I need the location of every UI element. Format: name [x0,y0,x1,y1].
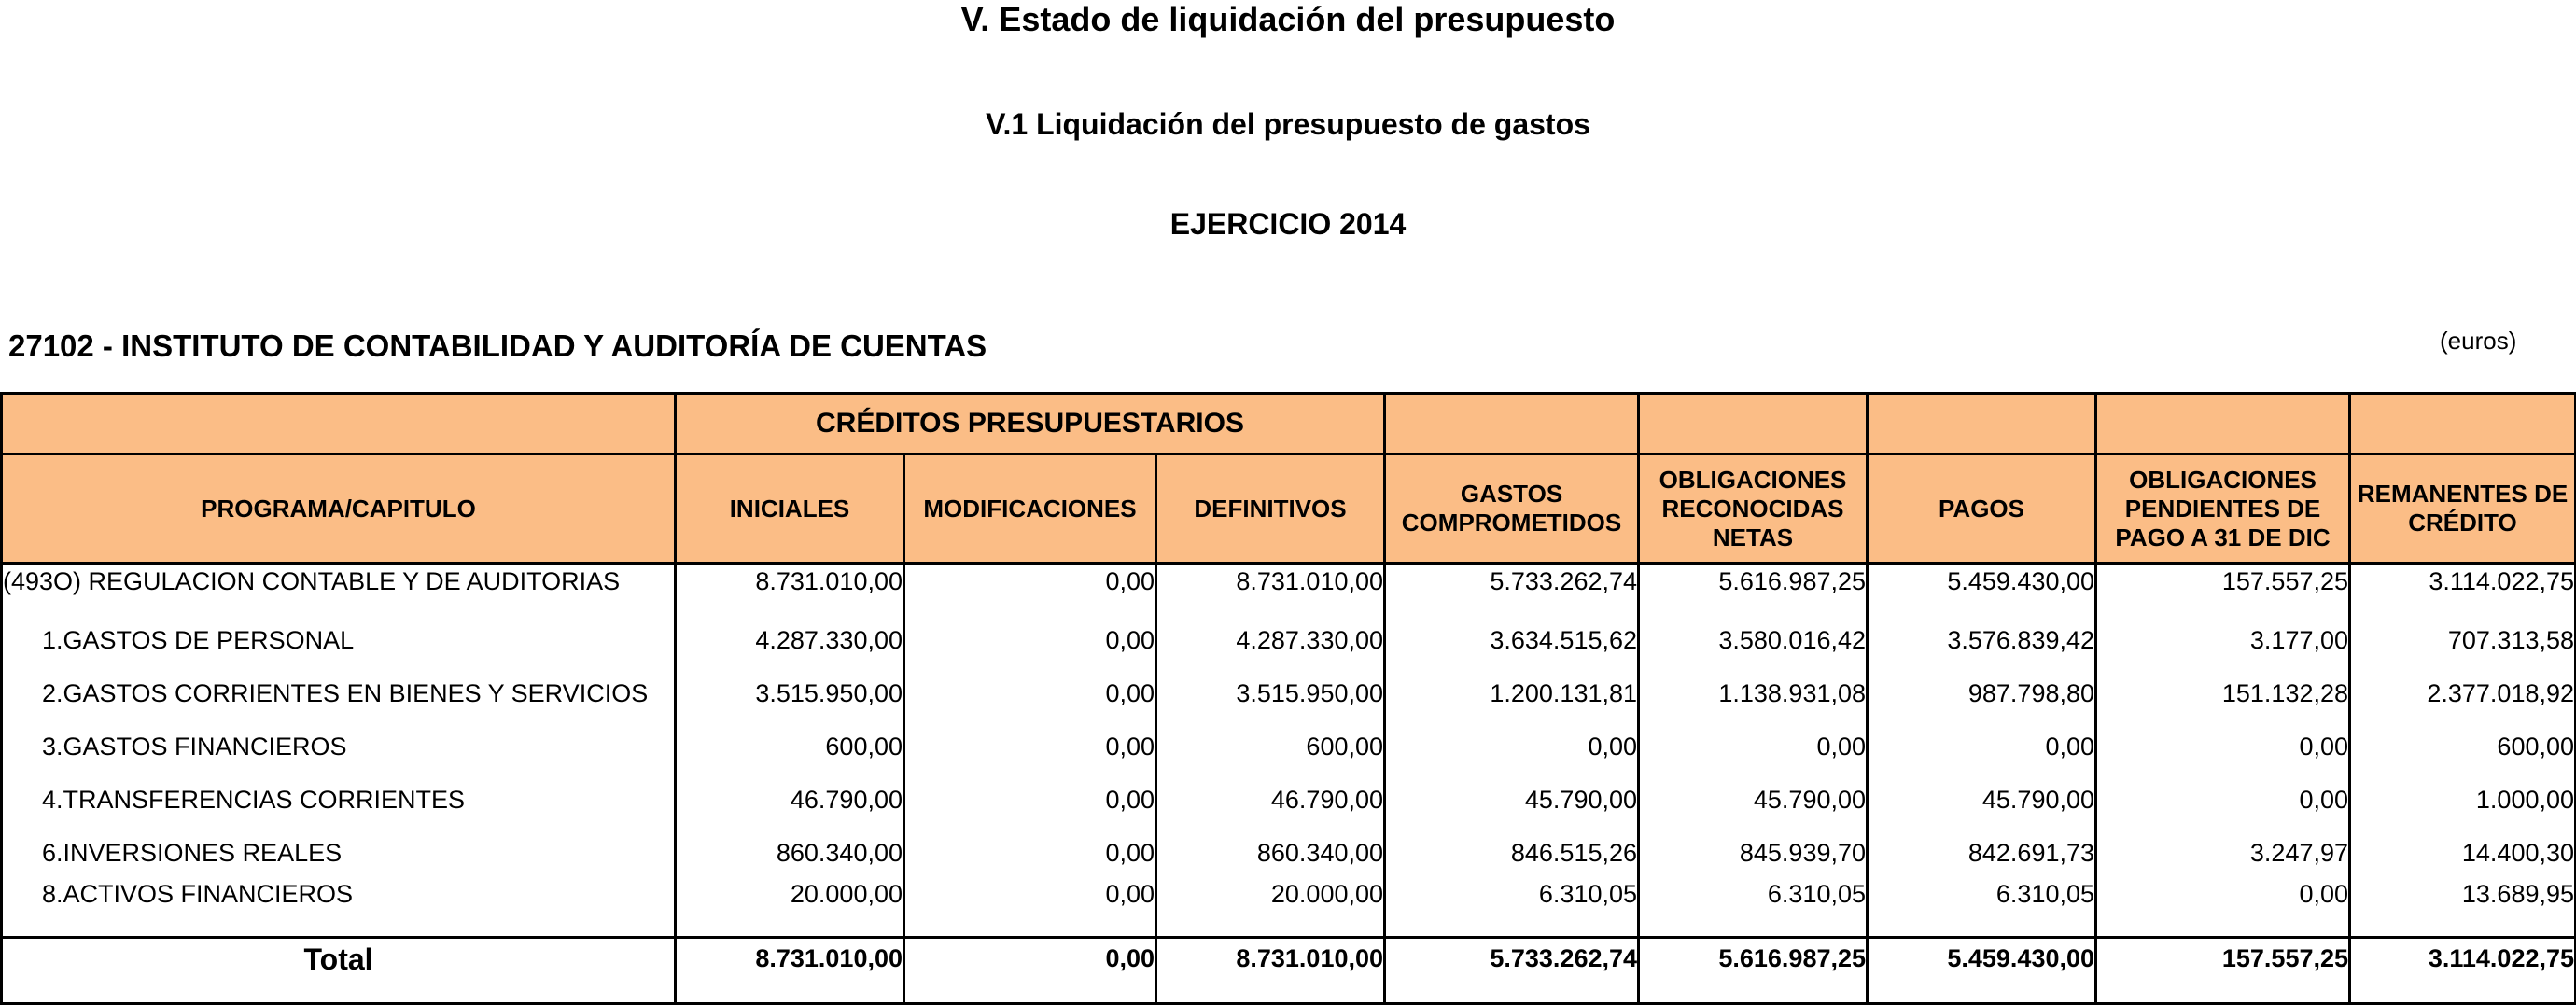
col-header-modificaciones: MODIFICACIONES [904,454,1156,564]
iniciales-cell: 3.515.950,00 [676,667,904,720]
table-row [2,880,2576,938]
group-header-row [2,394,2576,454]
creditos-group-header: CRÉDITOS PRESUPUESTARIOS [676,394,1385,454]
col-header-iniciales: INICIALES [676,454,904,564]
comprometidos-cell: 45.790,00 [1385,774,1639,827]
pendientes-cell: 3.177,00 [2096,614,2350,667]
programa-cell: 3.GASTOS FINANCIEROS [2,720,676,774]
report-subtitle: V.1 Liquidación del presupuesto de gastos [986,107,1590,141]
fiscal-year: EJERCICIO 2014 [1169,207,1407,241]
remanentes-cell: 13.689,95 [2350,880,2576,938]
pagos-cell: 987.798,80 [1868,667,2096,720]
remanentes-cell: 600,00 [2350,720,2576,774]
col-header-obligaciones: OBLIGACIONES RECONOCIDAS NETAS [1639,454,1868,564]
modificaciones-cell: 0,00 [904,880,1156,938]
definitivos-cell: 8.731.010,00 [1156,564,1385,615]
remanentes-cell: 2.377.018,92 [2350,667,2576,720]
pagos-cell: 45.790,00 [1868,774,2096,827]
pagos-cell: 5.459.430,00 [1868,564,2096,615]
comprometidos-cell: 1.200.131,81 [1385,667,1639,720]
programa-cell: 6.INVERSIONES REALES [2,827,676,880]
programa-cell: 1.GASTOS DE PERSONAL [2,614,676,667]
comprometidos-cell: 6.310,05 [1385,880,1639,938]
programa-cell: 8.ACTIVOS FINANCIEROS [2,880,676,938]
obligaciones-cell: 1.138.931,08 [1639,667,1868,720]
total-row [2,938,2576,1004]
definitivos-cell: 3.515.950,00 [1156,667,1385,720]
definitivos-cell: 4.287.330,00 [1156,614,1385,667]
pendientes-cell: 0,00 [2096,880,2350,938]
obligaciones-cell: 0,00 [1639,720,1868,774]
entity-heading: 27102 - INSTITUTO DE CONTABILIDAD Y AUDITORÍA DE CUENTAS [8,328,987,363]
total-remanentes: 3.114.022,75 [2350,938,2576,1004]
total-pagos: 5.459.430,00 [1868,938,2096,1004]
total-obligaciones: 5.616.987,25 [1639,938,1868,1004]
pendientes-cell: 157.557,25 [2096,564,2350,615]
modificaciones-cell: 0,00 [904,774,1156,827]
currency-unit: (euros) [2440,327,2517,355]
definitivos-cell: 20.000,00 [1156,880,1385,938]
iniciales-cell: 600,00 [676,720,904,774]
iniciales-cell: 4.287.330,00 [676,614,904,667]
programa-cell: 4.TRANSFERENCIAS CORRIENTES [2,774,676,827]
obligaciones-cell: 3.580.016,42 [1639,614,1868,667]
remanentes-cell: 707.313,58 [2350,614,2576,667]
col-header-comprometidos: GASTOS COMPROMETIDOS [1385,454,1639,564]
col-header-pagos: PAGOS [1868,454,2096,564]
total-modificaciones: 0,00 [904,938,1156,1004]
pendientes-cell: 0,00 [2096,774,2350,827]
total-pendientes: 157.557,25 [2096,938,2350,1004]
obligaciones-cell: 6.310,05 [1639,880,1868,938]
table-row [2,667,2576,720]
programa-cell: 2.GASTOS CORRIENTES EN BIENES Y SERVICIOS [2,667,676,720]
remanentes-cell: 14.400,30 [2350,827,2576,880]
obligaciones-cell: 845.939,70 [1639,827,1868,880]
obligaciones-cell: 45.790,00 [1639,774,1868,827]
column-header-row [2,454,2576,564]
header-cell-empty [1868,394,2096,454]
pendientes-cell: 151.132,28 [2096,667,2350,720]
obligaciones-cell: 5.616.987,25 [1639,564,1868,615]
modificaciones-cell: 0,00 [904,667,1156,720]
pendientes-cell: 3.247,97 [2096,827,2350,880]
table-row [2,774,2576,827]
budget-liquidation-table [0,392,2576,1005]
header-cell-empty [2096,394,2350,454]
iniciales-cell: 8.731.010,00 [676,564,904,615]
table-row [2,564,2576,615]
modificaciones-cell: 0,00 [904,564,1156,615]
total-iniciales: 8.731.010,00 [676,938,904,1004]
header-cell-empty [2,394,676,454]
total-comprometidos: 5.733.262,74 [1385,938,1639,1004]
pagos-cell: 6.310,05 [1868,880,2096,938]
table-row [2,720,2576,774]
table-row [2,614,2576,667]
modificaciones-cell: 0,00 [904,720,1156,774]
programa-cell: (493O) REGULACION CONTABLE Y DE AUDITORIAS [2,564,676,615]
modificaciones-cell: 0,00 [904,827,1156,880]
header-cell-empty [2350,394,2576,454]
iniciales-cell: 20.000,00 [676,880,904,938]
col-header-pendientes: OBLIGACIONES PENDIENTES DE PAGO A 31 DE DIC [2096,454,2350,564]
comprometidos-cell: 3.634.515,62 [1385,614,1639,667]
remanentes-cell: 3.114.022,75 [2350,564,2576,615]
pagos-cell: 0,00 [1868,720,2096,774]
report-title: V. Estado de liquidación del presupuesto [960,0,1616,38]
iniciales-cell: 46.790,00 [676,774,904,827]
pagos-cell: 3.576.839,42 [1868,614,2096,667]
definitivos-cell: 600,00 [1156,720,1385,774]
header-cell-empty [1385,394,1639,454]
definitivos-cell: 46.790,00 [1156,774,1385,827]
comprometidos-cell: 0,00 [1385,720,1639,774]
pendientes-cell: 0,00 [2096,720,2350,774]
modificaciones-cell: 0,00 [904,614,1156,667]
iniciales-cell: 860.340,00 [676,827,904,880]
comprometidos-cell: 5.733.262,74 [1385,564,1639,615]
total-label: Total [2,938,676,1004]
total-definitivos: 8.731.010,00 [1156,938,1385,1004]
table-row [2,827,2576,880]
col-header-programa: PROGRAMA/CAPITULO [2,454,676,564]
col-header-definitivos: DEFINITIVOS [1156,454,1385,564]
pagos-cell: 842.691,73 [1868,827,2096,880]
header-cell-empty [1639,394,1868,454]
definitivos-cell: 860.340,00 [1156,827,1385,880]
col-header-remanentes: REMANENTES DE CRÉDITO [2350,454,2576,564]
comprometidos-cell: 846.515,26 [1385,827,1639,880]
remanentes-cell: 1.000,00 [2350,774,2576,827]
